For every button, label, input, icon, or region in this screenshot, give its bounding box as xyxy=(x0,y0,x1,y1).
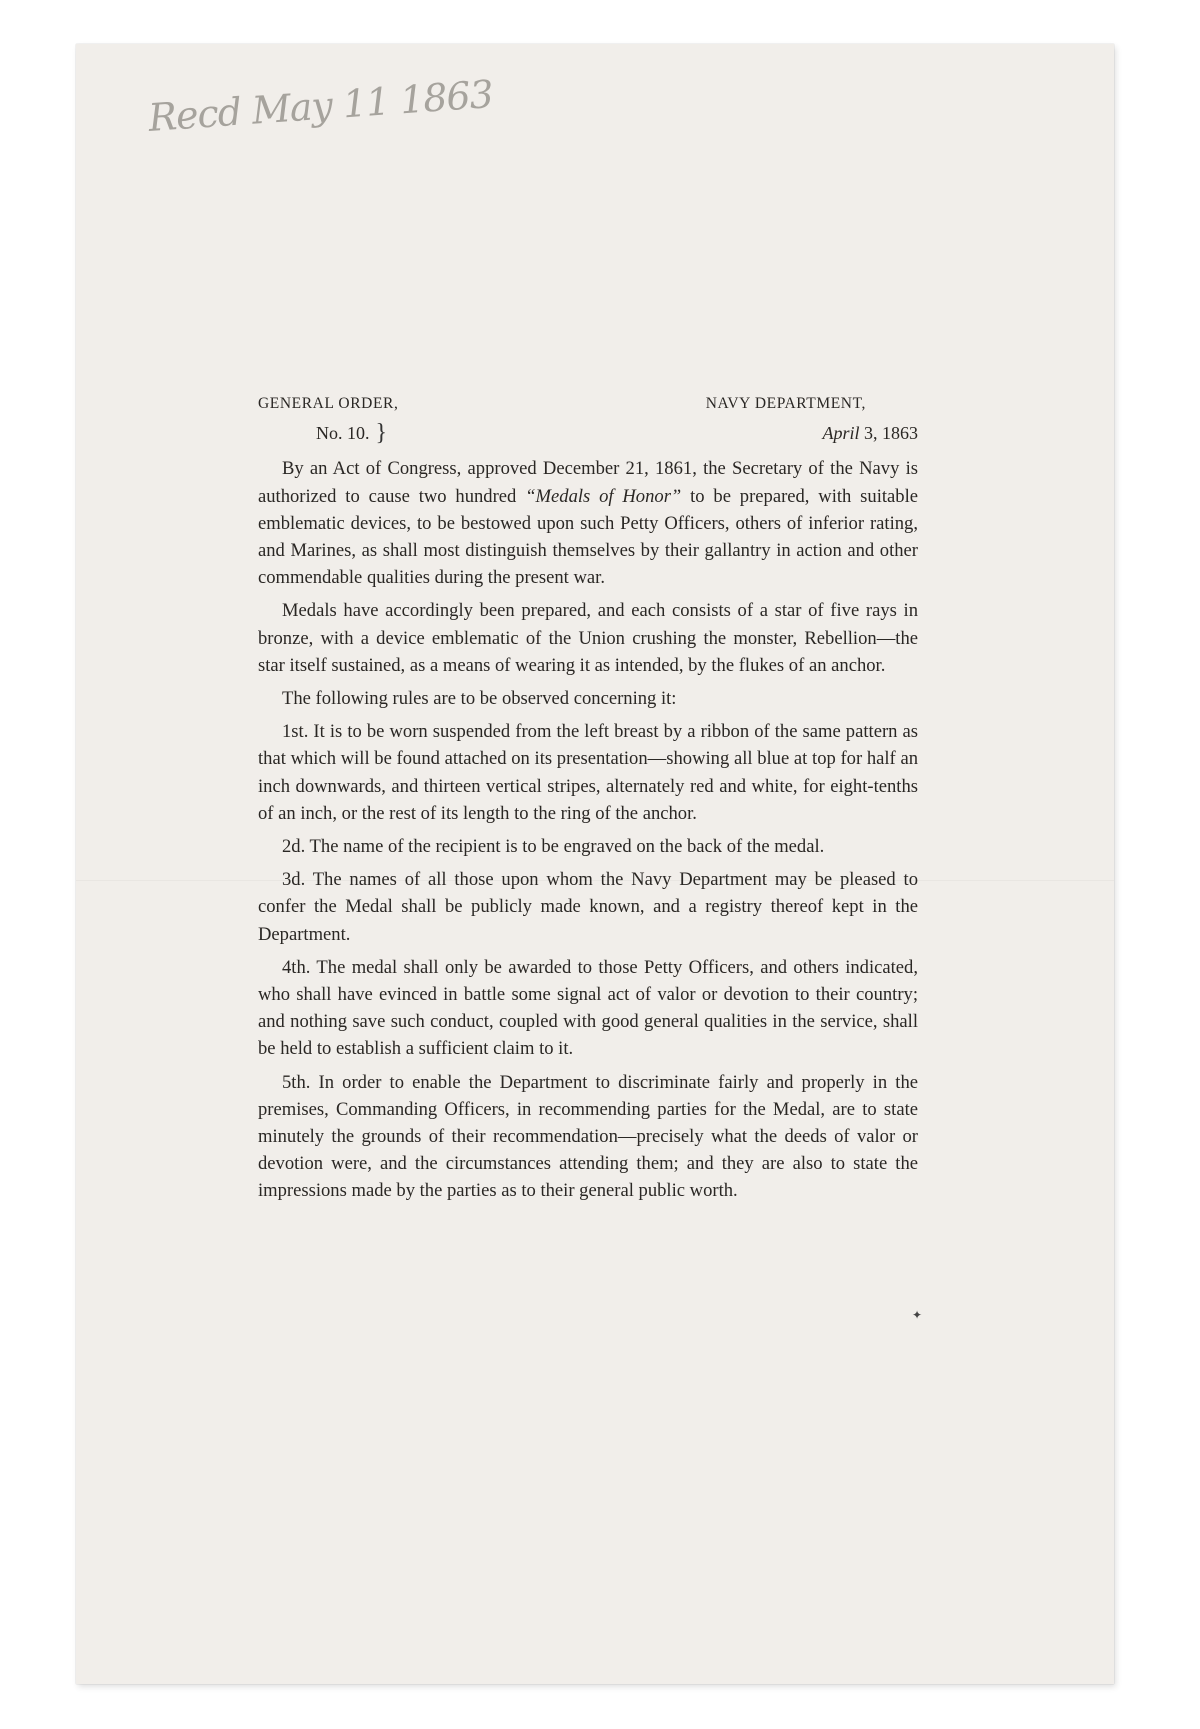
paragraph-act-of-congress: By an Act of Congress, approved December 21, 1861, the Secretary of the Navy is authorized to cause two hundred “Medals of Honor” to be prepared, with suitable emblematic devices, to be bestowed upon such Petty Officers, others of inferior rating, and Marines, as shall most distinguish themselves by their gallantry in action and other commendable qualities during the present war. xyxy=(258,458,918,589)
general-order-text xyxy=(258,390,918,1211)
medals-of-honor-phrase: “Medals of Honor” xyxy=(525,485,682,507)
printer-asterisk-mark: ✦ xyxy=(912,1308,923,1322)
rule-1: 1st. It is to be worn suspended from the left breast by a ribbon of the same pattern as that which will be found attached on its presentation—showing all blue at top for half an inch downwards, and thirteen vertical stripes, alternately red and white, for eight-tenths of an inch, or the rest of its length to the ring of the anchor. xyxy=(258,721,918,824)
order-number: No. 10. xyxy=(316,423,370,444)
order-title: GENERAL ORDER, xyxy=(258,395,399,412)
rule-5: 5th. In order to enable the Department to discriminate fairly and properly in the premises, Commanding Officers, in recommending parties for the Medal, are to state minutely the grounds of their recommendation—precisely what the deeds of valor or devotion were, and the circumstances attending them; and they are also to state the impressions made by the parties as to their general public worth. xyxy=(258,1071,918,1202)
header-row-2 xyxy=(258,420,918,447)
department-title: NAVY DEPARTMENT, xyxy=(705,395,866,412)
paragraph-medal-description: Medals have accordingly been prepared, and each consists of a star of five rays in bronze, with a device emblematic of the Union crushing the monster, Rebellion—the star itself sustained, as a means of wearing it as intended, by the flukes of an anchor. xyxy=(258,600,918,676)
rule-4: 4th. The medal shall only be awarded to those Petty Officers, and others indicated, who shall have evinced in battle some signal act of valor or devotion to their country; and nothing save such conduct, coupled with good general qualities in the service, shall be held to establish a sufficient claim to it. xyxy=(258,956,918,1060)
handwritten-receipt-note: Recd May 11 1863 xyxy=(146,72,495,140)
rule-2: 2d. The name of the recipient is to be engraved on the back of the medal. xyxy=(282,836,825,858)
header-row-1 xyxy=(258,390,918,417)
rule-3: 3d. The names of all those upon whom the Navy Department may be pleased to confer the Medal shall be publicly made known, and a registry thereof kept in the Department. xyxy=(258,869,918,945)
paragraph-rules-intro: The following rules are to be observed concerning it: xyxy=(282,688,677,710)
brace-mark: } xyxy=(375,420,388,447)
order-date: April 3, 1863 xyxy=(822,423,918,444)
